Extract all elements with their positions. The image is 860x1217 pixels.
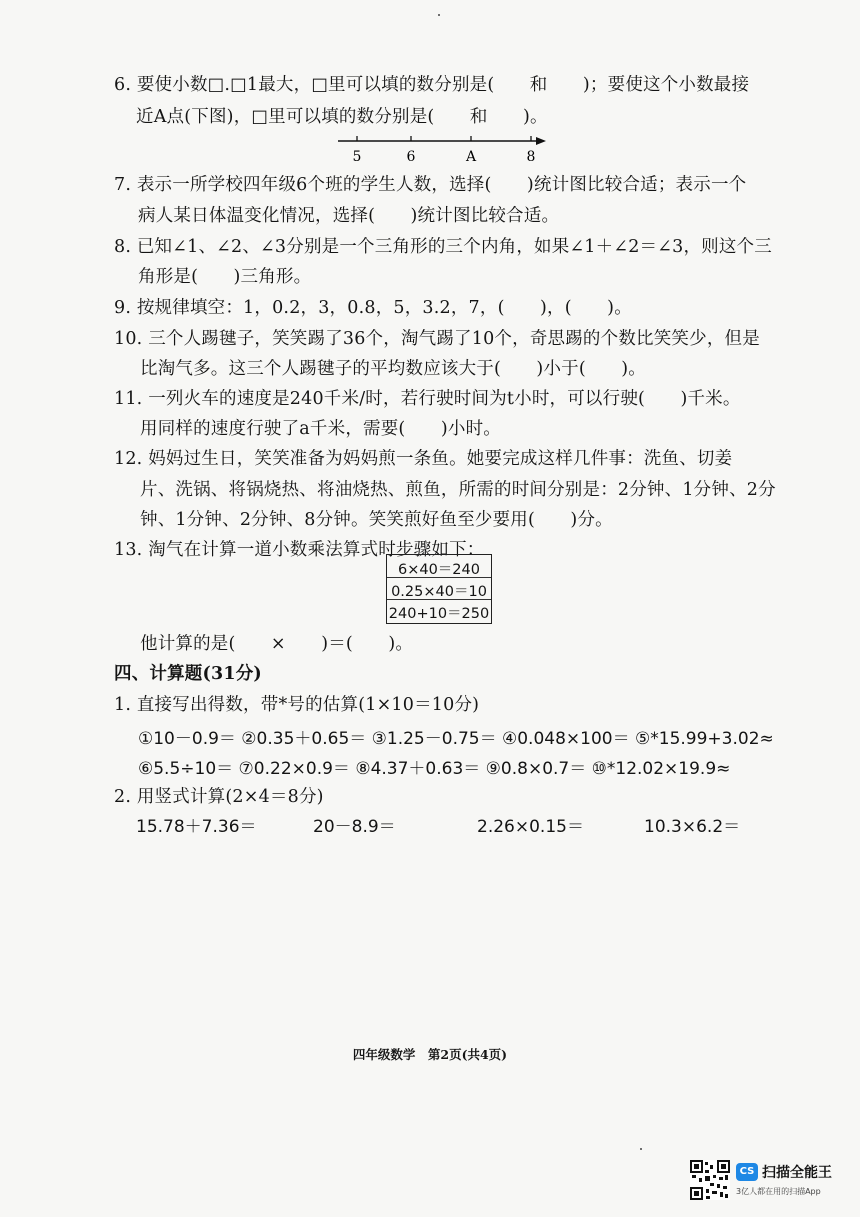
number-line-label-a: A (465, 149, 477, 165)
question-11-line-1: 11. 一列火车的速度是240千米/时，若行驶时间为t小时，可以行驶( )千米。 (114, 389, 741, 409)
question-10-line-1: 10. 三个人踢毽子，笑笑踢了36个，淘气踢了10个，奇思踢的个数比笑笑少，但是 (114, 329, 760, 349)
calculation-step: 0.25×40＝10 (391, 584, 487, 600)
question-12-line-1: 12. 妈妈过生日，笑笑准备为妈妈煎一条鱼。她要完成这样几件事：洗鱼、切姜 (114, 449, 733, 469)
scanner-watermark (690, 1160, 850, 1208)
scanner-brand-name: 扫描全能王 (762, 1165, 832, 1181)
section-4-part-2-title: 2. 用竖式计算(2×4＝8分) (114, 787, 324, 807)
calculation-divider (387, 599, 491, 600)
vertical-calc-item: 10.3×6.2＝ (644, 817, 741, 837)
question-13-line-1: 13. 淘气在计算一道小数乘法算式时步骤如下： (114, 540, 485, 560)
page-footer: 四年级数学 第2页(共4页) (352, 1047, 508, 1062)
number-line (338, 133, 548, 169)
question-8-line-1: 8. 已知∠1、∠2、∠3分别是一个三角形的三个内角，如果∠1＋∠2＝∠3，则这个三 (114, 237, 772, 257)
qr-code-icon (690, 1160, 730, 1200)
question-12-line-3: 钟、1分钟、2分钟、8分钟。笑笑煎好鱼至少要用( )分。 (140, 510, 613, 530)
question-7-line-1: 7. 表示一所学校四年级6个班的学生人数，选择( )统计图比较合适；表示一个 (114, 175, 747, 195)
vertical-calc-item: 2.26×0.15＝ (477, 817, 584, 837)
mental-math-row-1: ①10－0.9＝ ②0.35＋0.65＝ ③1.25－0.75＝ ④0.048×100＝ ⑤*15.99+3.02≈ (138, 729, 774, 749)
vertical-calc-item: 20－8.9＝ (313, 817, 396, 837)
calculation-steps-box (386, 554, 492, 624)
camscanner-logo-icon: CS (736, 1163, 758, 1181)
section-4-part-1-title: 1. 直接写出得数，带*号的估算(1×10＝10分) (114, 695, 480, 715)
question-7-line-2: 病人某日体温变化情况，选择( )统计图比较合适。 (138, 206, 560, 226)
question-8-line-2: 角形是( )三角形。 (138, 267, 312, 287)
question-9: 9. 按规律填空：1，0.2，3，0.8，5，3.2，7，( )，( )。 (114, 298, 632, 318)
number-line-label: 6 (406, 149, 416, 165)
calculation-divider (387, 577, 491, 578)
mental-math-row-2: ⑥5.5÷10＝ ⑦0.22×0.9＝ ⑧4.37＋0.63＝ ⑨0.8×0.7＝ ⑩*12.02×19.9≈ (138, 759, 731, 779)
scan-speck (438, 14, 440, 16)
question-11-line-2: 用同样的速度行驶了a千米，需要( )小时。 (140, 419, 501, 439)
scanner-tagline: 3亿人都在用的扫描App (736, 1187, 821, 1196)
number-line-arrow (536, 137, 546, 145)
question-6-line-2: 近A点(下图)，□里可以填的数分别是( 和 )。 (136, 107, 548, 127)
scan-speck (640, 1148, 642, 1150)
calculation-step: 240+10＝250 (388, 606, 490, 622)
section-4-title: 四、计算题(31分) (114, 664, 262, 684)
question-13-line-2: 他计算的是( × )＝( )。 (140, 634, 414, 654)
vertical-calc-item: 15.78＋7.36＝ (136, 817, 257, 837)
question-6-line-1: 6. 要使小数□.□1最大，□里可以填的数分别是( 和 )；要使这个小数最接 (114, 75, 750, 95)
question-10-line-2: 比淘气多。这三个人踢毽子的平均数应该大于( )小于( )。 (140, 359, 647, 379)
number-line-label: 8 (526, 149, 536, 165)
calculation-step: 6×40＝240 (397, 562, 480, 578)
number-line-label: 5 (352, 149, 362, 165)
question-12-line-2: 片、洗锅、将锅烧热、将油烧热、煎鱼，所需的时间分别是：2分钟、1分钟、2分 (140, 480, 776, 500)
